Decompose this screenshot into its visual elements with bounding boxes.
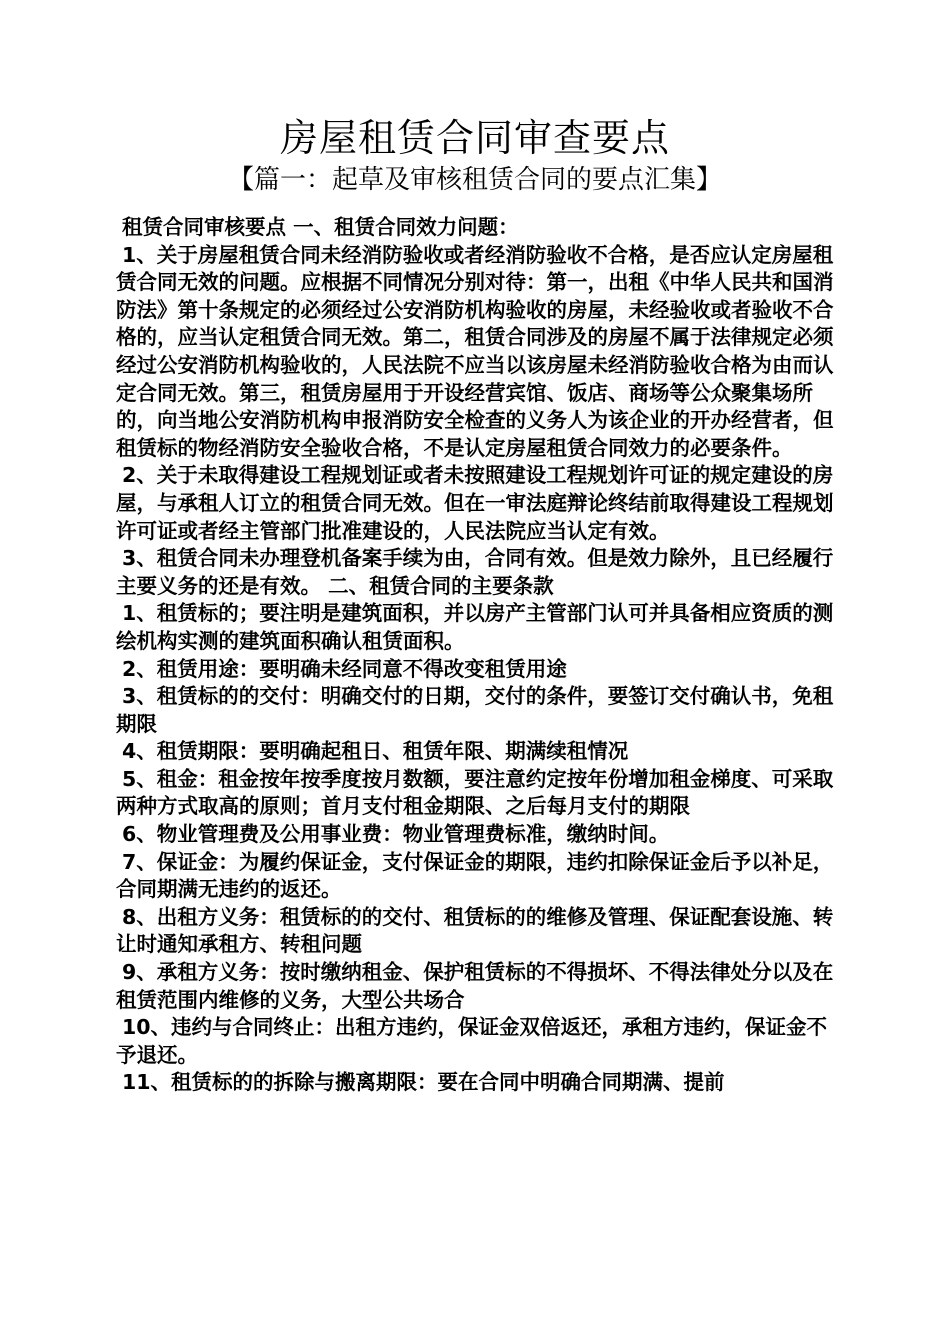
paragraph: 2、租赁用途：要明确未经同意不得改变租赁用途 (122, 656, 567, 681)
paragraph: 3、租赁合同未办理登机备案手续为由，合同有效。但是效力除外，且已经履行主要义务的还是有效。 二、租赁合同的主要条款 (116, 546, 834, 598)
paragraph: 8、出租方义务：租赁标的的交付、租赁标的的维修及管理、保证配套设施、转让时通知承租方、转租问题 (116, 904, 834, 957)
paragraph: 7、保证金：为履约保证金，支付保证金的期限，违约扣除保证金后予以补足，合同期满无违约的返还。 (116, 849, 834, 902)
paragraph: 2、关于未取得建设工程规划证或者未按照建设工程规划许可证的规定建设的房屋，与承租人订立的租赁合同无效。但在一审法庭辩论终结前取得建设工程规划许可证或者经主管部门批准建设的，人民法院应当认定有效。 (116, 463, 834, 543)
paragraph: 1、租赁标的；要注明是建筑面积，并以房产主管部门认可并具备相应资质的测绘机构实测的建筑面积确认租赁面积。 (116, 601, 834, 653)
paragraph: 5、租金：租金按年按季度按月数额，要注意约定按年份增加租金梯度、可采取两种方式取高的原则；首月支付租金期限、之后每月支付的期限 (116, 766, 834, 819)
paragraph: 10、违约与合同终止：出租方违约，保证金双倍返还，承租方违约，保证金不予退还。 (116, 1015, 828, 1067)
document-title: 房屋租赁合同审查要点 (279, 116, 670, 160)
paragraph: 3、租赁标的的交付：明确交付的日期，交付的条件，要签订交付确认书，免租期限 (116, 684, 834, 736)
document-body (116, 214, 846, 1097)
paragraph: 4、租赁期限：要明确起租日、租赁年限、期满续租情况 (122, 739, 629, 764)
paragraph: 6、物业管理费及公用事业费：物业管理费标准，缴纳时间。 (122, 822, 670, 847)
document-subtitle: 【篇一：起草及审核租赁合同的要点汇集】 (227, 165, 722, 195)
paragraph: 租赁合同审核要点 一、租赁合同效力问题： (122, 215, 519, 239)
paragraph: 9、承租方义务：按时缴纳租金、保护租赁标的不得损坏、不得法律处分以及在租赁范围内维修的义务，大型公共场合 (116, 960, 834, 1012)
paragraph: 11、租赁标的的拆除与搬离期限：要在合同中明确合同期满、提前 (122, 1070, 725, 1095)
paragraph: 1、关于房屋租赁合同未经消防验收或者经消防验收不合格，是否应认定房屋租赁合同无效的问题。应根据不同情况分别对待：第一，出租《中华人民共和国消防法》第十条规定的必须经过公安消防机构验收的房屋，未经验收或者验收不合格的，应当认定租赁合同无效。第二，租赁合同涉及的房屋不属于法律规定必须经过公安消防机构验收的，人民法院不应当以该房屋未经消防验收合格为由而认定合同无效。第三，租赁房屋用于开设经营宾馆、饭店、商场等公众聚集场所的，向当地公安消防机构申报消防安全检查的义务人为该企业的开办经营者，但租赁标的物经消防安全验收合格，不是认定房屋租赁合同效力的必要条件。 (116, 242, 834, 460)
